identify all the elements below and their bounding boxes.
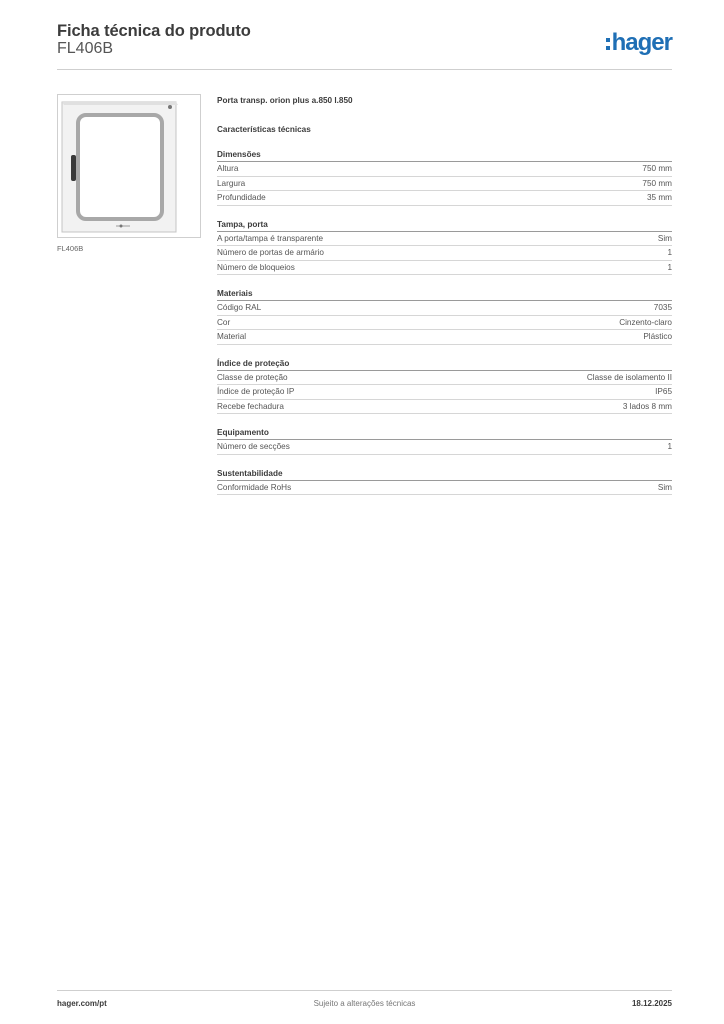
product-code: FL406B	[57, 40, 114, 57]
spec-row	[217, 330, 672, 345]
section-title: Materiais	[217, 287, 672, 301]
spec-label: Cor	[217, 317, 231, 327]
spec-section-materiais	[217, 287, 672, 345]
section-title: Sustentabilidade	[217, 467, 672, 481]
footer-website-link[interactable]: hager.com/pt	[57, 999, 107, 1008]
spec-label: Classe de proteção	[217, 372, 288, 382]
spec-value: 1	[667, 262, 672, 272]
section-title: Tampa, porta	[217, 218, 672, 232]
section-title: Equipamento	[217, 426, 672, 440]
spec-value: IP65	[655, 387, 672, 396]
spec-label: A porta/tampa é transparente	[217, 233, 324, 243]
spec-row	[217, 371, 672, 386]
spec-label: Número de bloqueios	[217, 262, 295, 272]
footer-date: 18.12.2025	[631, 999, 672, 1008]
spec-row	[217, 232, 672, 247]
spec-row	[217, 261, 672, 276]
spec-row	[217, 385, 672, 400]
spec-section-tampa-porta	[217, 218, 672, 276]
spec-row	[217, 301, 672, 316]
spec-label: Profundidade	[217, 193, 266, 202]
spec-value: 750 mm	[642, 164, 672, 173]
spec-label: Recebe fechadura	[217, 401, 284, 411]
spec-row	[217, 440, 672, 455]
spec-row	[217, 177, 672, 192]
section-title: Índice de proteção	[217, 357, 672, 371]
spec-label: Índice de proteção IP	[217, 387, 295, 396]
section-title: Dimensões	[217, 148, 672, 162]
transparent-door-illustration	[58, 95, 200, 237]
spec-value: 750 mm	[642, 178, 672, 188]
specs-heading: Características técnicas	[217, 125, 311, 134]
spec-row	[217, 316, 672, 331]
hager-logo	[606, 29, 672, 55]
page-header	[57, 20, 672, 70]
spec-label: Conformidade RoHs	[217, 482, 292, 492]
spec-row	[217, 400, 672, 415]
spec-label: Número de secções	[217, 442, 290, 451]
page-footer	[57, 990, 672, 1015]
spec-row	[217, 191, 672, 206]
spec-row	[217, 162, 672, 177]
spec-value: 3 lados 8 mm	[622, 401, 672, 411]
spec-value: 7035	[653, 303, 672, 312]
spec-value: Cinzento-claro	[619, 317, 672, 327]
spec-row	[217, 481, 672, 496]
spec-label: Número de portas de armário	[217, 248, 324, 257]
logo-text: hager	[611, 29, 672, 56]
spec-label: Código RAL	[217, 303, 262, 312]
spec-section-sustentabilidade	[217, 467, 672, 496]
spec-section-indice-protecao	[217, 357, 672, 415]
logo-dots-icon	[606, 33, 610, 55]
document-title: Ficha técnica do produto	[57, 22, 251, 40]
spec-value: 1	[667, 442, 672, 451]
spec-label: Altura	[217, 164, 239, 173]
footer-note: Sujeito a alterações técnicas	[313, 999, 416, 1008]
spec-section-equipamento	[217, 426, 672, 455]
spec-label: Largura	[217, 178, 246, 188]
spec-value: Sim	[657, 233, 672, 243]
spec-row	[217, 246, 672, 261]
spec-value: Classe de isolamento II	[586, 372, 672, 382]
spec-value: 1	[667, 248, 672, 257]
spec-label: Material	[217, 332, 247, 341]
spec-value: Plástico	[643, 332, 672, 341]
spec-value: Sim	[657, 482, 672, 492]
image-caption: FL406B	[57, 244, 84, 253]
product-name: Porta transp. orion plus a.850 l.850	[217, 96, 353, 105]
spec-content	[217, 94, 672, 495]
spec-value: 35 mm	[646, 193, 672, 202]
spec-section-dimensoes	[217, 148, 672, 206]
product-image	[57, 94, 201, 238]
